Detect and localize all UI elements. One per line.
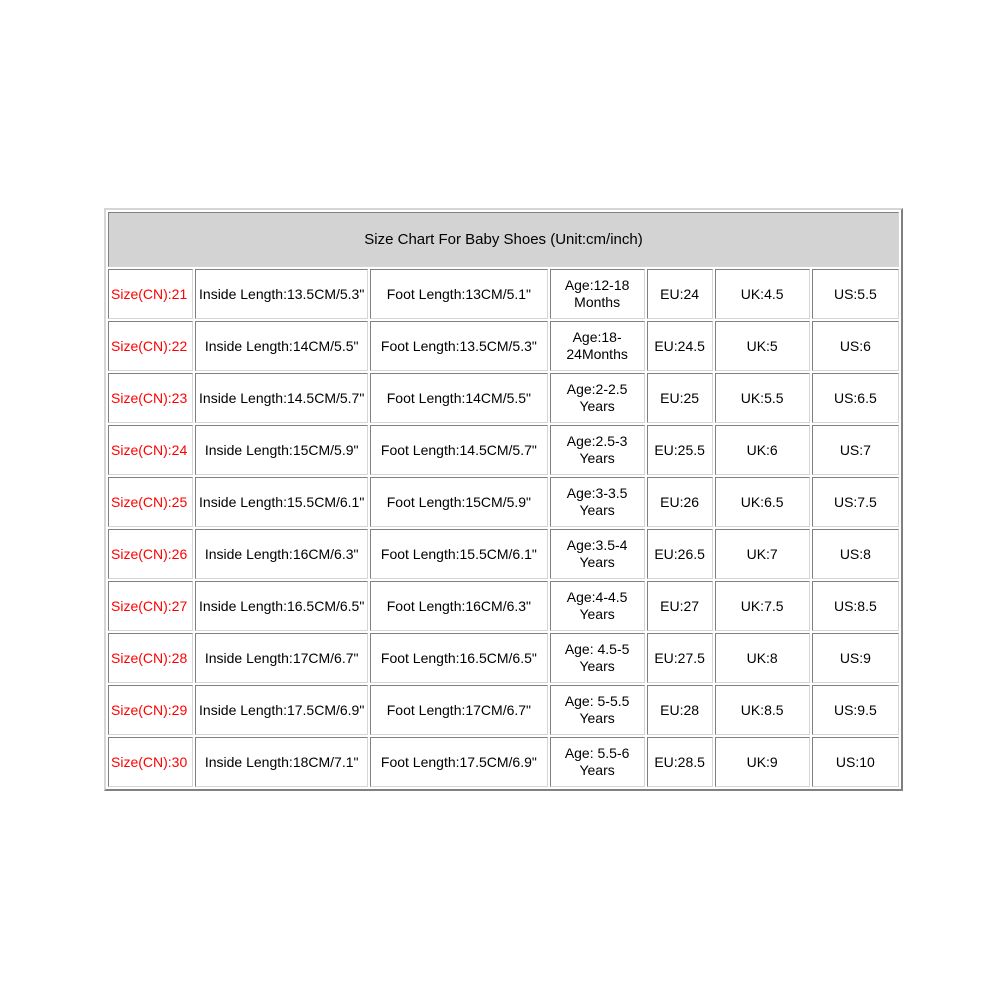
inside-length-cell: Inside Length:16.5CM/6.5" — [195, 581, 368, 631]
age-cell: Age:18-24Months — [550, 321, 645, 371]
eu-size-cell: EU:24 — [647, 269, 713, 319]
foot-length-cell: Foot Length:15CM/5.9" — [370, 477, 547, 527]
eu-size-cell: EU:27 — [647, 581, 713, 631]
eu-size-cell: EU:24.5 — [647, 321, 713, 371]
uk-size-cell: UK:6.5 — [715, 477, 810, 527]
us-size-cell: US:7 — [812, 425, 899, 475]
eu-size-cell: EU:26.5 — [647, 529, 713, 579]
size-cn-cell: Size(CN):21 — [108, 269, 193, 319]
inside-length-cell: Inside Length:15.5CM/6.1" — [195, 477, 368, 527]
size-cn-cell: Size(CN):29 — [108, 685, 193, 735]
foot-length-cell: Foot Length:15.5CM/6.1" — [370, 529, 547, 579]
foot-length-cell: Foot Length:16.5CM/6.5" — [370, 633, 547, 683]
us-size-cell: US:5.5 — [812, 269, 899, 319]
table-row — [108, 321, 899, 371]
age-cell: Age:12-18 Months — [550, 269, 645, 319]
inside-length-cell: Inside Length:17CM/6.7" — [195, 633, 368, 683]
table-row — [108, 529, 899, 579]
uk-size-cell: UK:5 — [715, 321, 810, 371]
table-row — [108, 737, 899, 787]
eu-size-cell: EU:28 — [647, 685, 713, 735]
uk-size-cell: UK:4.5 — [715, 269, 810, 319]
uk-size-cell: UK:7 — [715, 529, 810, 579]
eu-size-cell: EU:27.5 — [647, 633, 713, 683]
age-cell: Age: 5.5-6 Years — [550, 737, 645, 787]
size-cn-cell: Size(CN):23 — [108, 373, 193, 423]
eu-size-cell: EU:28.5 — [647, 737, 713, 787]
inside-length-cell: Inside Length:13.5CM/5.3" — [195, 269, 368, 319]
foot-length-cell: Foot Length:17.5CM/6.9" — [370, 737, 547, 787]
uk-size-cell: UK:8 — [715, 633, 810, 683]
size-cn-cell: Size(CN):28 — [108, 633, 193, 683]
us-size-cell: US:8.5 — [812, 581, 899, 631]
table-row — [108, 269, 899, 319]
size-chart-table — [104, 208, 903, 791]
foot-length-cell: Foot Length:13.5CM/5.3" — [370, 321, 547, 371]
us-size-cell: US:7.5 — [812, 477, 899, 527]
table-row — [108, 425, 899, 475]
size-chart-title: Size Chart For Baby Shoes (Unit:cm/inch) — [108, 212, 899, 267]
age-cell: Age:3-3.5 Years — [550, 477, 645, 527]
table-row — [108, 477, 899, 527]
foot-length-cell: Foot Length:13CM/5.1" — [370, 269, 547, 319]
inside-length-cell: Inside Length:16CM/6.3" — [195, 529, 368, 579]
table-row — [108, 685, 899, 735]
us-size-cell: US:6 — [812, 321, 899, 371]
us-size-cell: US:10 — [812, 737, 899, 787]
uk-size-cell: UK:7.5 — [715, 581, 810, 631]
foot-length-cell: Foot Length:16CM/6.3" — [370, 581, 547, 631]
age-cell: Age:3.5-4 Years — [550, 529, 645, 579]
age-cell: Age: 5-5.5 Years — [550, 685, 645, 735]
foot-length-cell: Foot Length:14.5CM/5.7" — [370, 425, 547, 475]
size-chart-body — [108, 212, 899, 787]
uk-size-cell: UK:9 — [715, 737, 810, 787]
inside-length-cell: Inside Length:17.5CM/6.9" — [195, 685, 368, 735]
age-cell: Age:2-2.5 Years — [550, 373, 645, 423]
inside-length-cell: Inside Length:18CM/7.1" — [195, 737, 368, 787]
size-cn-cell: Size(CN):25 — [108, 477, 193, 527]
uk-size-cell: UK:6 — [715, 425, 810, 475]
size-cn-cell: Size(CN):22 — [108, 321, 193, 371]
age-cell: Age: 4.5-5 Years — [550, 633, 645, 683]
inside-length-cell: Inside Length:14CM/5.5" — [195, 321, 368, 371]
inside-length-cell: Inside Length:15CM/5.9" — [195, 425, 368, 475]
table-row — [108, 581, 899, 631]
uk-size-cell: UK:5.5 — [715, 373, 810, 423]
table-row — [108, 633, 899, 683]
foot-length-cell: Foot Length:14CM/5.5" — [370, 373, 547, 423]
size-cn-cell: Size(CN):30 — [108, 737, 193, 787]
eu-size-cell: EU:26 — [647, 477, 713, 527]
uk-size-cell: UK:8.5 — [715, 685, 810, 735]
us-size-cell: US:9.5 — [812, 685, 899, 735]
size-cn-cell: Size(CN):26 — [108, 529, 193, 579]
table-row — [108, 373, 899, 423]
eu-size-cell: EU:25.5 — [647, 425, 713, 475]
age-cell: Age:2.5-3 Years — [550, 425, 645, 475]
size-cn-cell: Size(CN):27 — [108, 581, 193, 631]
eu-size-cell: EU:25 — [647, 373, 713, 423]
us-size-cell: US:9 — [812, 633, 899, 683]
us-size-cell: US:6.5 — [812, 373, 899, 423]
title-row — [108, 212, 899, 267]
age-cell: Age:4-4.5 Years — [550, 581, 645, 631]
us-size-cell: US:8 — [812, 529, 899, 579]
size-cn-cell: Size(CN):24 — [108, 425, 193, 475]
inside-length-cell: Inside Length:14.5CM/5.7" — [195, 373, 368, 423]
foot-length-cell: Foot Length:17CM/6.7" — [370, 685, 547, 735]
